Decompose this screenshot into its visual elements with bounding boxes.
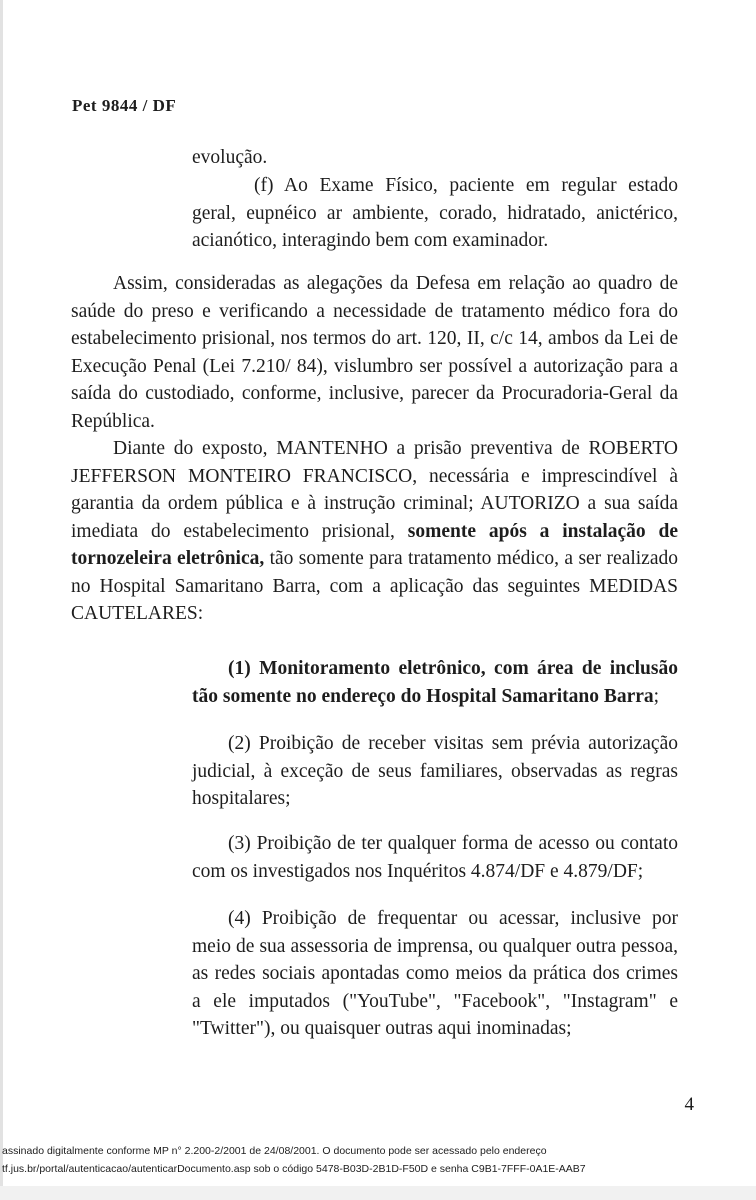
measure-2: (2) Proibição de receber visitas sem prévia autorização judicial, à exceção de seus familiares, observadas as regras hospitalares; — [192, 733, 678, 809]
case-header: Pet 9844 / DF — [72, 96, 177, 115]
measure-1-text: (1) Monitoramento eletrônico, com área de inclusão tão somente no endereço do Hospital Samaritano Barra — [192, 658, 678, 707]
diante-part1: Diante do exposto, MANTENHO a prisão preventiva de ROBERTO JEFFERSON MONTEIRO FRANCISCO, necessária e imprescindível à garantia da ordem pública e à instrução criminal; AUTORIZO a sua saída imediata do estabelecimento prisional, — [71, 438, 678, 542]
footer-signature-line-2: tf.jus.br/portal/autenticacao/autenticarDocumento.asp sob o código 5478-B03D-2B1D-F50D e senha C9B1-7FFF-0A1E-AAB7 — [2, 1163, 586, 1175]
bottom-strip — [0, 1186, 756, 1200]
measure-1 — [192, 655, 678, 710]
measure-3: (3) Proibição de ter qualquer forma de acesso ou contato com os investigados nos Inquéritos 4.874/DF e 4.879/DF; — [192, 833, 678, 882]
paragraph-diante — [71, 435, 678, 628]
paragraph-assim: Assim, consideradas as alegações da Defesa em relação ao quadro de saúde do preso e verificando a necessidade de tratamento médico fora do estabelecimento prisional, nos termos do art. 120, II, c/c 14, ambos da Lei de Execução Penal (Lei 7.210/ 84), vislumbro ser possível a autorização para a saída do custodiado, conforme, inclusive, parecer da Procuradoria-Geral da República. — [71, 273, 678, 432]
footer-signature-line-1: assinado digitalmente conforme MP n° 2.200-2/2001 de 24/08/2001. O documento pode ser acessado pelo endereço — [2, 1145, 547, 1157]
measure-4: (4) Proibição de frequentar ou acessar, inclusive por meio de sua assessoria de imprensa, ou qualquer outra pessoa, as redes sociais apontadas como meios da prática dos crimes a ele imputados ("YouTube", "Facebook", "Instagram" e "Twitter"), ou quaisquer outras aqui inominadas; — [192, 908, 678, 1039]
findings-tail-line: evolução. — [192, 147, 268, 168]
diante-bold-condition: somente após a instalação de tornozeleira eletrônica, — [71, 520, 678, 569]
finding-item-f: (f) Ao Exame Físico, paciente em regular estado geral, eupnéico ar ambiente, corado, hidratado, anictérico, acianótico, interagindo bem com examinador. — [192, 175, 678, 251]
measure-1-end: ; — [653, 685, 660, 707]
diante-part3: tão somente para tratamento médico, a ser realizado no Hospital Samaritano Barra, com a aplicação das seguintes MEDIDAS CAUTELARES: — [71, 548, 678, 624]
page-number: 4 — [684, 1094, 694, 1115]
